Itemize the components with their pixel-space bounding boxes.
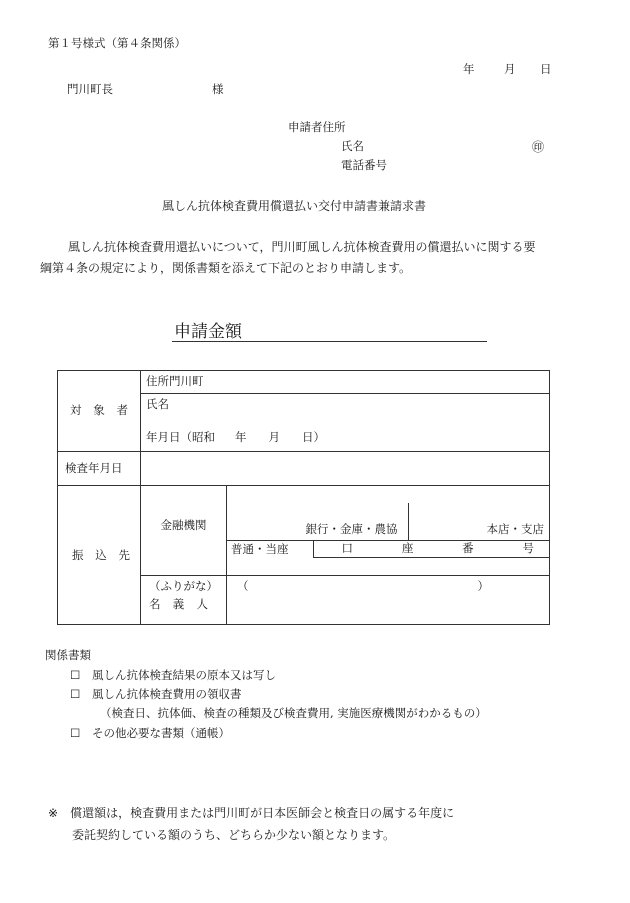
addressee-name: 門川町長 (67, 82, 113, 96)
note-line-2: 委託契約している額のうち、どちらか少ない額となります。 (72, 828, 396, 842)
furigana-label: （ふりがな） (149, 579, 218, 593)
exam-date-label: 検査年月日 (65, 460, 123, 475)
addressee-honorific: 様 (212, 82, 224, 96)
checkbox-icon: ☐ (70, 668, 81, 682)
date-month: 月 (504, 62, 516, 76)
bank-label-cell (141, 486, 227, 576)
bank-detail-cell (227, 486, 550, 576)
bank-label: 金融機関 (160, 517, 207, 532)
document-item: ☐ 風しん抗体検査費用の領収書 (70, 687, 242, 701)
subject-address: 住所門川町 (146, 374, 204, 389)
subject-address-cell (141, 371, 550, 394)
account-number-header-cell: 口 座 番 号 (313, 541, 550, 558)
body-paragraph (40, 237, 585, 279)
form-number: 第１号様式（第４条関係） (48, 36, 186, 50)
documents-heading: 関係書類 (45, 648, 91, 662)
branch-type-cell (408, 503, 550, 541)
document-item-detail: （検査日、抗体価、検査の種類及び検査費用, 実施医療機関がわかるもの） (100, 706, 487, 720)
account-type-cell (227, 541, 313, 559)
note-line-1: 償還額は，検査費用または門川町が日本医師会と検査日の属する年度に (70, 806, 455, 820)
holder-label-cell (141, 576, 227, 625)
note-mark: ※ (48, 806, 59, 820)
transfer-label-cell: 振 込 先 (58, 486, 141, 625)
form-title: 風しん抗体検査費用償還払い交付申請書兼請求書 (162, 199, 427, 213)
account-number-cell (313, 558, 550, 559)
bank-types: 銀行・金庫・農協 (305, 522, 398, 537)
exam-date-label-cell (58, 452, 141, 486)
applicant-phone-label: 電話番号 (341, 158, 387, 172)
document-item: ☐ 風しん抗体検査結果の原本又は写し (70, 668, 276, 682)
account-type: 普通・当座 (231, 541, 289, 556)
subject-label-cell: 対 象 者 (58, 371, 141, 452)
checkbox-icon: ☐ (70, 726, 81, 740)
body-line-2: 綱第４条の規定により，関係書類を添えて下記のとおり申請します。 (40, 261, 412, 275)
amount-label: 申請金額 (174, 322, 242, 342)
amount-underline (172, 341, 487, 342)
date-year: 年 (463, 62, 475, 76)
date-day: 日 (540, 62, 552, 76)
subject-name-label: 氏名 (146, 397, 169, 411)
branch-types: 本店・支店 (486, 522, 544, 537)
document-item: ☐ その他必要な書類（通帳） (70, 726, 230, 740)
subject-name-dob-cell (141, 394, 550, 452)
subject-dob: 年月日（昭和 年 月 日） (146, 429, 325, 444)
note (48, 802, 454, 846)
holder-label: 名 義 人 (149, 596, 208, 611)
bank-type-cell (227, 503, 408, 541)
applicant-address-label: 申請者住所 (288, 120, 346, 134)
applicant-name-label: 氏名 (341, 139, 364, 153)
body-line-1: 風しん抗体検査費用還払いについて，門川町風しん抗体検査費用の償還払いに関する要 (68, 240, 536, 254)
application-table (57, 370, 550, 625)
seal-mark: ㊞ (532, 140, 545, 154)
checkbox-icon: ☐ (70, 687, 81, 701)
holder-value-cell: （ ） (227, 576, 550, 625)
bank-detail-grid (227, 503, 550, 559)
exam-date-value-cell (141, 452, 550, 486)
